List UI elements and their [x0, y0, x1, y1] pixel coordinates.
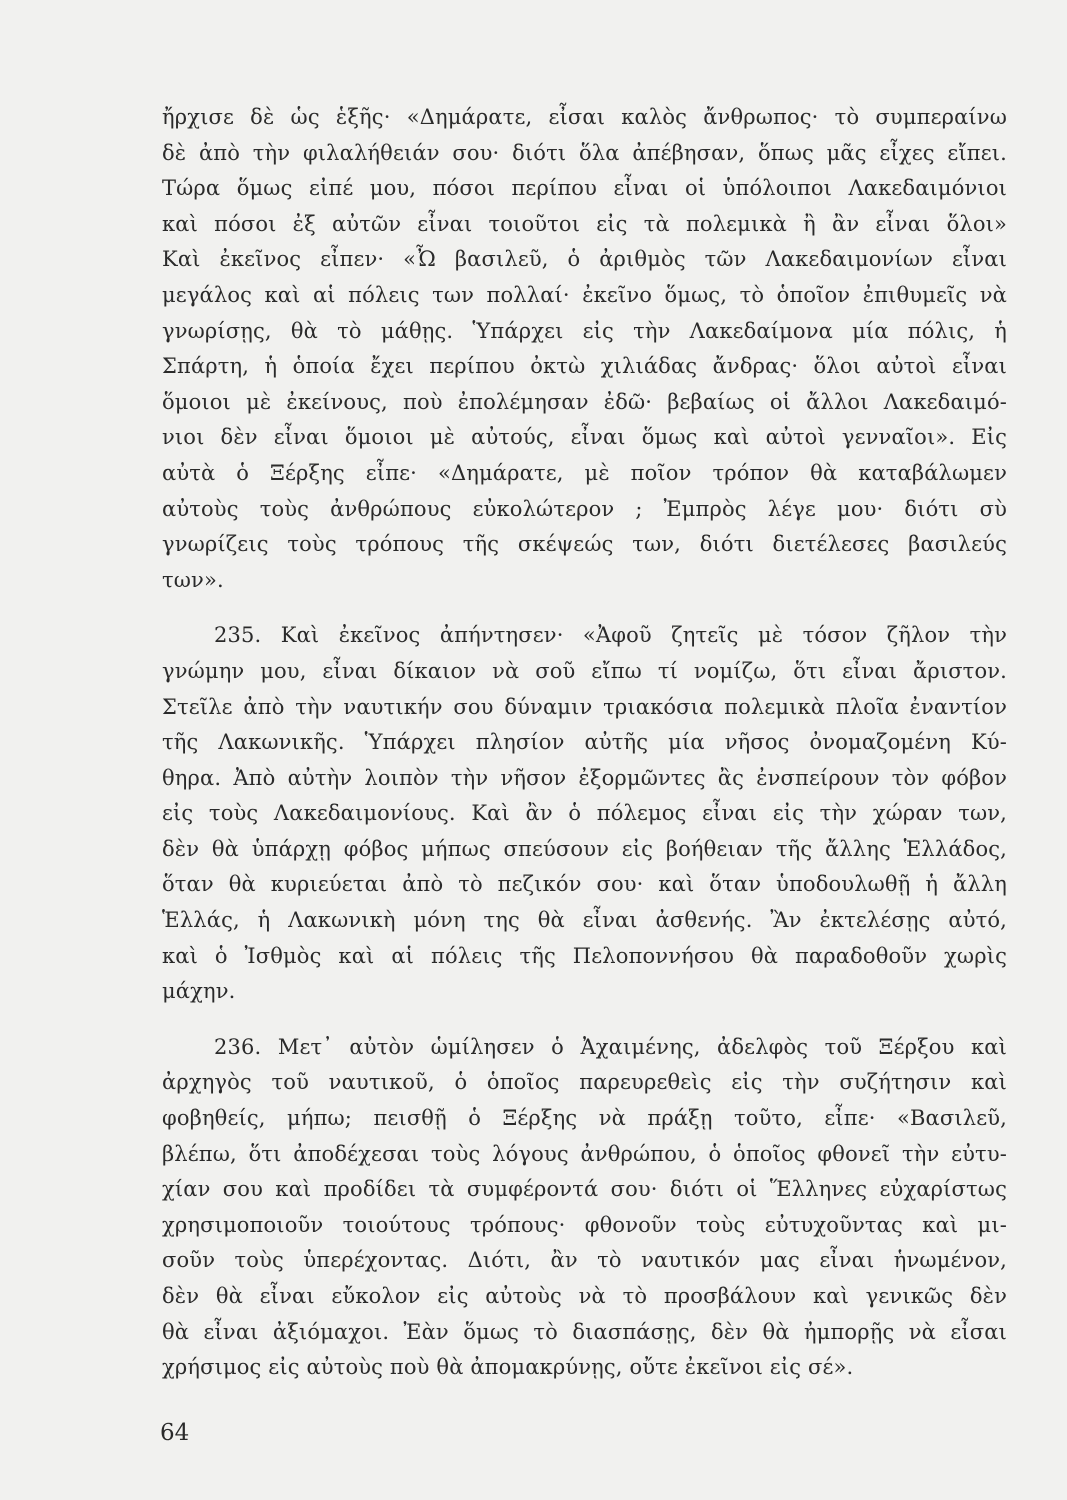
text-line: θὰ εἶναι ἀξιόμαχοι. Ἐὰν ὅμως τὸ διασπάσῃς, δὲν θὰ ἠμπορῇς νὰ εἶσαι [162, 1319, 1007, 1344]
text-line: θηρα. Ἀπὸ αὐτὴν λοιπὸν τὴν νῆσον ἐξορμῶντες ἂς ἐνσπείρουν τὸν φόβον [162, 765, 1007, 790]
text-line: ὅταν θὰ κυριεύεται ἀπὸ τὸ πεζικόν σου· καὶ ὅταν ὑποδουλωθῇ ἡ ἄλλη [162, 872, 1007, 897]
text-line: Τώρα ὅμως εἰπέ μου, πόσοι περίπου εἶναι οἱ ὑπόλοιποι Λακεδαιμόνιοι [162, 176, 1007, 201]
text-line: Ἑλλάς, ἡ Λακωνικὴ μόνη της θὰ εἶναι ἀσθενής. Ἂν ἐκτελέσῃς αὐτό, [162, 908, 1007, 933]
text-line: δὲν θὰ εἶναι εὔκολον εἰς αὐτοὺς νὰ τὸ προσβάλουν καὶ γενικῶς δὲν [162, 1284, 1007, 1308]
paragraph-continuation [162, 100, 1007, 598]
text-line: δὲ ἀπὸ τὴν φιλαλήθειάν σου· διότι ὅλα ἀπέβησαν, ὅπως μᾶς εἶχες εἴπει. [162, 140, 1007, 165]
text-line: μάχην. [162, 979, 236, 1004]
text-line: χρήσιμος εἰς αὐτοὺς ποὺ θὰ ἀπομακρύνῃς, οὔτε ἐκεῖνοι εἰς σέ». [162, 1355, 854, 1380]
text-line: γνωρίζεις τοὺς τρόπους τῆς σκέψεώς των, διότι διετέλεσες βασιλεύς [162, 532, 1007, 557]
paragraph-236 [162, 1030, 1007, 1386]
text-line: νιοι δὲν εἶναι ὅμοιοι μὲ αὐτούς, εἶναι ὅμως καὶ αὐτοὶ γενναῖοι». Εἰς [162, 425, 1007, 450]
text-line: Στεῖλε ἀπὸ τὴν ναυτικήν σου δύναμιν τριακόσια πολεμικὰ πλοῖα ἐναντίον [162, 694, 1007, 719]
text-line: καὶ ὁ Ἰσθμὸς καὶ αἱ πόλεις τῆς Πελοποννήσου θὰ παραδοθοῦν χωρὶς [162, 943, 1007, 968]
text-line: καὶ πόσοι ἐξ αὐτῶν εἶναι τοιοῦτοι εἰς τὰ πολεμικὰ ἢ ἂν εἶναι ὅλοι» [162, 211, 1007, 236]
text-line: των». [162, 567, 224, 592]
text-line: αὐτὰ ὁ Ξέρξης εἶπε· «Δημάρατε, μὲ ποῖον τρόπον θὰ καταβάλωμεν [162, 460, 1007, 485]
text-line: ἀρχηγὸς τοῦ ναυτικοῦ, ὁ ὁποῖος παρευρεθεὶς εἰς τὴν συζήτησιν καὶ [162, 1070, 1007, 1095]
body-text [162, 100, 1007, 1386]
paragraph-gap [162, 1010, 1007, 1030]
text-line: 235. Καὶ ἐκεῖνος ἀπήντησεν· «Ἀφοῦ ζητεῖς μὲ τόσον ζῆλον τὴν [214, 623, 1007, 648]
text-line: γνώμην μου, εἶναι δίκαιον νὰ σοῦ εἴπω τί νομίζω, ὅτι εἶναι ἄριστον. [162, 658, 1007, 683]
text-line: σοῦν τοὺς ὑπερέχοντας. Διότι, ἂν τὸ ναυτικόν μας εἶναι ἡνωμένον, [162, 1248, 1007, 1273]
text-line: Σπάρτη, ἡ ὁποία ἔχει περίπου ὀκτὼ χιλιάδας ἄνδρας· ὅλοι αὐτοὶ εἶναι [162, 354, 1007, 379]
text-line: μεγάλος καὶ αἱ πόλεις των πολλαί· ἐκεῖνο ὅμως, τὸ ὁποῖον ἐπιθυμεῖς νὰ [162, 282, 1007, 307]
text-line: Καὶ ἐκεῖνος εἶπεν· «Ὦ βασιλεῦ, ὁ ἀριθμὸς τῶν Λακεδαιμονίων εἶναι [162, 247, 1007, 272]
text-line: ὅμοιοι μὲ ἐκείνους, ποὺ ἐπολέμησαν ἐδῶ· βεβαίως οἱ ἄλλοι Λακεδαιμό- [162, 389, 1007, 414]
paragraph-235 [162, 618, 1007, 1010]
text-line: βλέπω, ὅτι ἀποδέχεσαι τοὺς λόγους ἀνθρώπου, ὁ ὁποῖος φθονεῖ τὴν εὐτυ- [162, 1141, 1007, 1166]
text-line: εἰς τοὺς Λακεδαιμονίους. Καὶ ἂν ὁ πόλεμος εἶναι εἰς τὴν χώραν των, [162, 801, 1007, 826]
text-line: αὐτοὺς τοὺς ἀνθρώπους εὐκολώτερον ; Ἐμπρὸς λέγε μου· διότι σὺ [162, 496, 1007, 521]
text-line: 236. Μετ᾽ αὐτὸν ὡμίλησεν ὁ Ἀχαιμένης, ἀδελφὸς τοῦ Ξέρξου καὶ [214, 1034, 1007, 1059]
text-line: τῆς Λακωνικῆς. Ὑπάρχει πλησίον αὐτῆς μία νῆσος ὀνομαζομένη Κύ- [162, 730, 1007, 755]
text-line: δὲν θὰ ὑπάρχῃ φόβος μήπως σπεύσουν εἰς βοήθειαν τῆς ἄλλης Ἑλλάδος, [162, 836, 1007, 861]
text-line: γνωρίσῃς, θὰ τὸ μάθῃς. Ὑπάρχει εἰς τὴν Λακεδαίμονα μία πόλις, ἡ [162, 318, 1007, 343]
text-line: φοβηθείς, μήπω; πεισθῇ ὁ Ξέρξης νὰ πράξῃ τοῦτο, εἶπε· «Βασιλεῦ, [162, 1106, 1007, 1131]
text-line: ἤρχισε δὲ ὡς ἑξῆς· «Δημάρατε, εἶσαι καλὸς ἄνθρωπος· τὸ συμπεραίνω [162, 105, 1007, 129]
paragraph-gap [162, 598, 1007, 618]
page-number: 64 [160, 1420, 190, 1446]
text-line: χρησιμοποιοῦν τοιούτους τρόπους· φθονοῦν τοὺς εὐτυχοῦντας καὶ μι- [162, 1212, 1007, 1237]
text-line: χίαν σου καὶ προδίδει τὰ συμφέροντά σου· διότι οἱ Ἕλληνες εὐχαρίστως [162, 1177, 1007, 1202]
